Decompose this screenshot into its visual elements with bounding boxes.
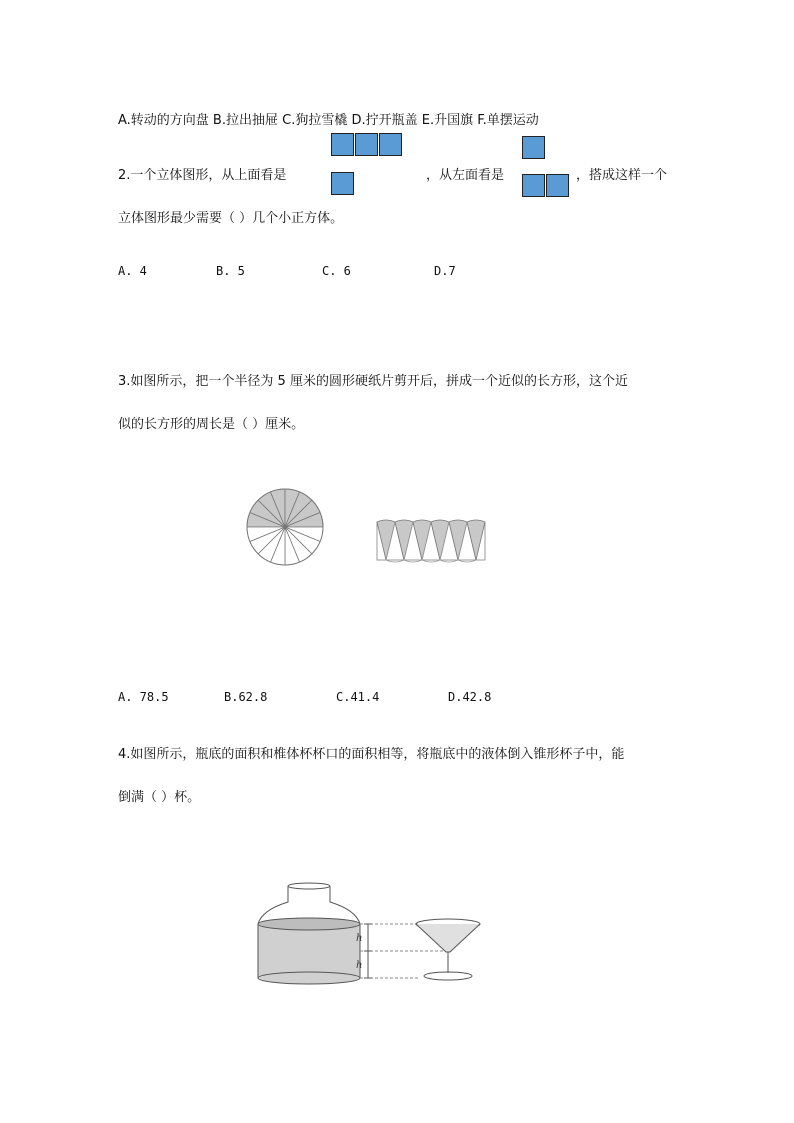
cone-body	[416, 924, 480, 952]
left-view-square	[522, 174, 545, 197]
q2-text-c: ，搭成这样一个	[576, 168, 668, 183]
label-h-top: h	[356, 933, 363, 944]
q4-text-line2: 倒满（ ）杯。	[118, 790, 201, 805]
left-view-square	[546, 174, 569, 197]
q2-option-a: A. 4	[118, 264, 147, 278]
q2-option-d: D.7	[434, 264, 456, 278]
circle-sectors-figure	[240, 490, 330, 570]
top-view-square	[331, 133, 354, 156]
bottle-cone-figure	[250, 880, 490, 990]
q3-option-c: C.41.4	[336, 690, 380, 704]
q1-options: A.转动的方向盘 B.拉出抽屉 C.狗拉雪橇 D.拧开瓶盖 E.升国旗 F.单摆运动	[118, 113, 539, 128]
q2-text-a: 2.一个立体图形，从上面看是	[118, 168, 287, 183]
q3-option-d: D.42.8	[448, 690, 492, 704]
q2-text-b: ，从左面看是	[426, 168, 505, 183]
q2-option-c: C. 6	[322, 264, 351, 278]
q4-text-line1: 4.如图所示，瓶底的面积和椎体杯杯口的面积相等，将瓶底中的液体倒入锥形杯子中，能	[118, 747, 625, 762]
q3-option-b: B.62.8	[224, 690, 268, 704]
approx-rectangle-figure	[372, 518, 492, 564]
q2-text-line2: 立体图形最少需要（ ）几个小正方体。	[118, 211, 344, 226]
top-view-square	[379, 133, 402, 156]
cone-base	[424, 972, 472, 980]
top-view-square	[355, 133, 378, 156]
q3-option-a: A. 78.5	[118, 690, 169, 704]
q3-text-line1: 3.如图所示，把一个半径为 5 厘米的圆形硬纸片剪开后，拼成一个近似的长方形，这个近	[118, 374, 628, 389]
left-view-square	[522, 136, 545, 159]
label-h-bottom: h	[356, 960, 363, 971]
top-view-square	[331, 172, 354, 195]
bottle-liquid	[258, 924, 363, 978]
q2-option-b: B. 5	[216, 264, 245, 278]
q3-text-line2: 似的长方形的周长是（ ）厘米。	[118, 417, 305, 432]
